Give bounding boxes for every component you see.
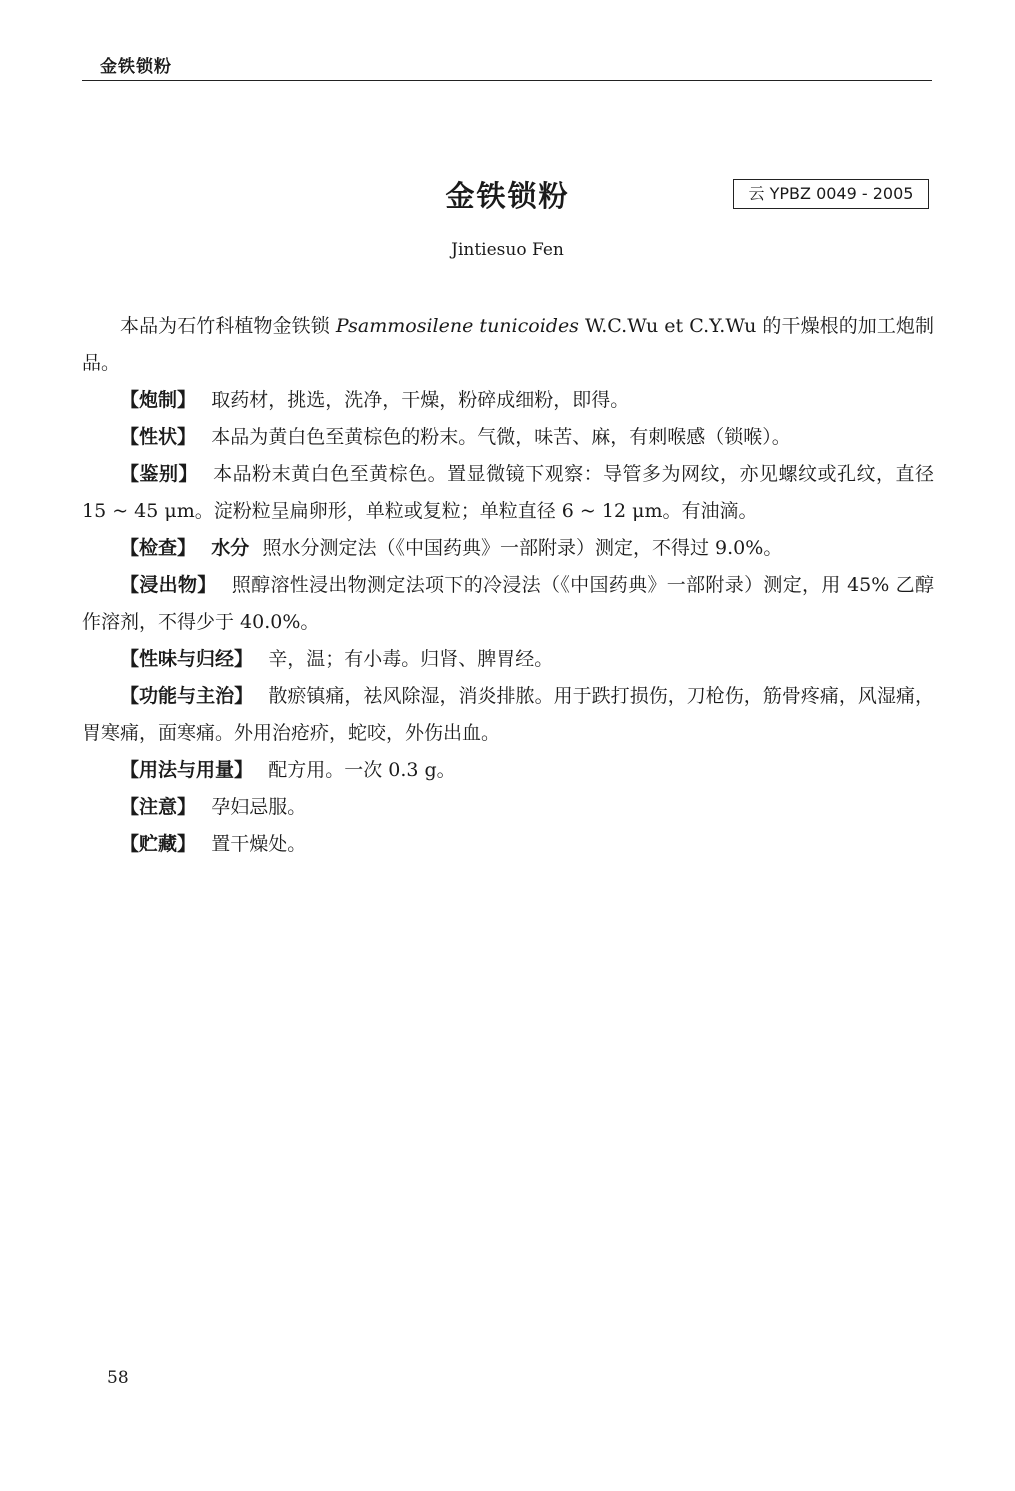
section-label: 【功能与主治】 xyxy=(120,685,254,707)
section-label: 【贮藏】 xyxy=(120,833,197,855)
section-label: 【注意】 xyxy=(120,796,197,818)
section-processing xyxy=(82,382,934,419)
intro-text-end: W.C.Wu et C.Y.Wu 的干燥根的加工炮制品。 xyxy=(82,315,934,374)
section-label: 【检查】 xyxy=(120,537,197,559)
section-text: 孕妇忌服。 xyxy=(211,796,307,818)
section-text: 散瘀镇痛，祛风除湿，消炎排脓。用于跌打损伤，刀枪伤，筋骨疼痛，风湿痛，胃寒痛，面寒痛。外用治疮疥，蛇咬，外伤出血。 xyxy=(82,685,934,744)
section-function-indication xyxy=(82,678,934,752)
section-description xyxy=(82,419,934,456)
section-label: 【性味与归经】 xyxy=(120,648,254,670)
section-usage-dosage xyxy=(82,752,934,789)
monograph-body xyxy=(82,308,934,863)
monograph-title: 金铁锁粉 xyxy=(445,179,570,213)
section-nature-meridian xyxy=(82,641,934,678)
section-text: 置干燥处。 xyxy=(211,833,307,855)
page-number: 58 xyxy=(107,1368,129,1388)
section-label: 【鉴别】 xyxy=(120,463,198,485)
section-sub-label: 水分 xyxy=(211,537,250,559)
section-precautions xyxy=(82,789,934,826)
section-storage xyxy=(82,826,934,863)
section-identification xyxy=(82,456,934,530)
section-text: 照水分测定法（《中国药典》一部附录）测定，不得过 9.0%。 xyxy=(262,537,783,559)
section-label: 【浸出物】 xyxy=(120,574,217,596)
intro-text-start: 本品为石竹科植物金铁锁 xyxy=(120,315,336,337)
header-rule xyxy=(82,80,932,81)
section-extractives xyxy=(82,567,934,641)
running-head-title: 金铁锁粉 xyxy=(100,57,172,77)
section-examination xyxy=(82,530,934,567)
section-label: 【性状】 xyxy=(120,426,197,448)
section-label: 【用法与用量】 xyxy=(120,759,254,781)
intro-paragraph xyxy=(82,308,934,382)
section-text: 辛，温；有小毒。归肾、脾胃经。 xyxy=(268,648,554,670)
section-label: 【炮制】 xyxy=(120,389,197,411)
section-text: 取药材，挑选，洗净，干燥，粉碎成细粉，即得。 xyxy=(211,389,630,411)
section-text: 本品为黄白色至黄棕色的粉末。气微，味苦、麻，有刺喉感（锁喉）。 xyxy=(211,426,791,448)
section-text: 本品粉末黄白色至黄棕色。置显微镜下观察：导管多为网纹，亦见螺纹或孔纹，直径 15 ~ 45 μm。淀粉粒呈扁卵形，单粒或复粒；单粒直径 6 ~ 12 μm。有油滴。 xyxy=(82,463,934,522)
pinyin-title: Jintiesuo Fen xyxy=(451,240,564,260)
standard-code-badge: 云 YPBZ 0049 - 2005 xyxy=(733,179,929,209)
section-text: 配方用。一次 0.3 g。 xyxy=(268,759,456,781)
latin-name: Psammosilene tunicoides xyxy=(335,315,579,337)
section-text: 照醇溶性浸出物测定法项下的冷浸法（《中国药典》一部附录）测定，用 45% 乙醇作溶剂，不得少于 40.0%。 xyxy=(82,574,934,633)
